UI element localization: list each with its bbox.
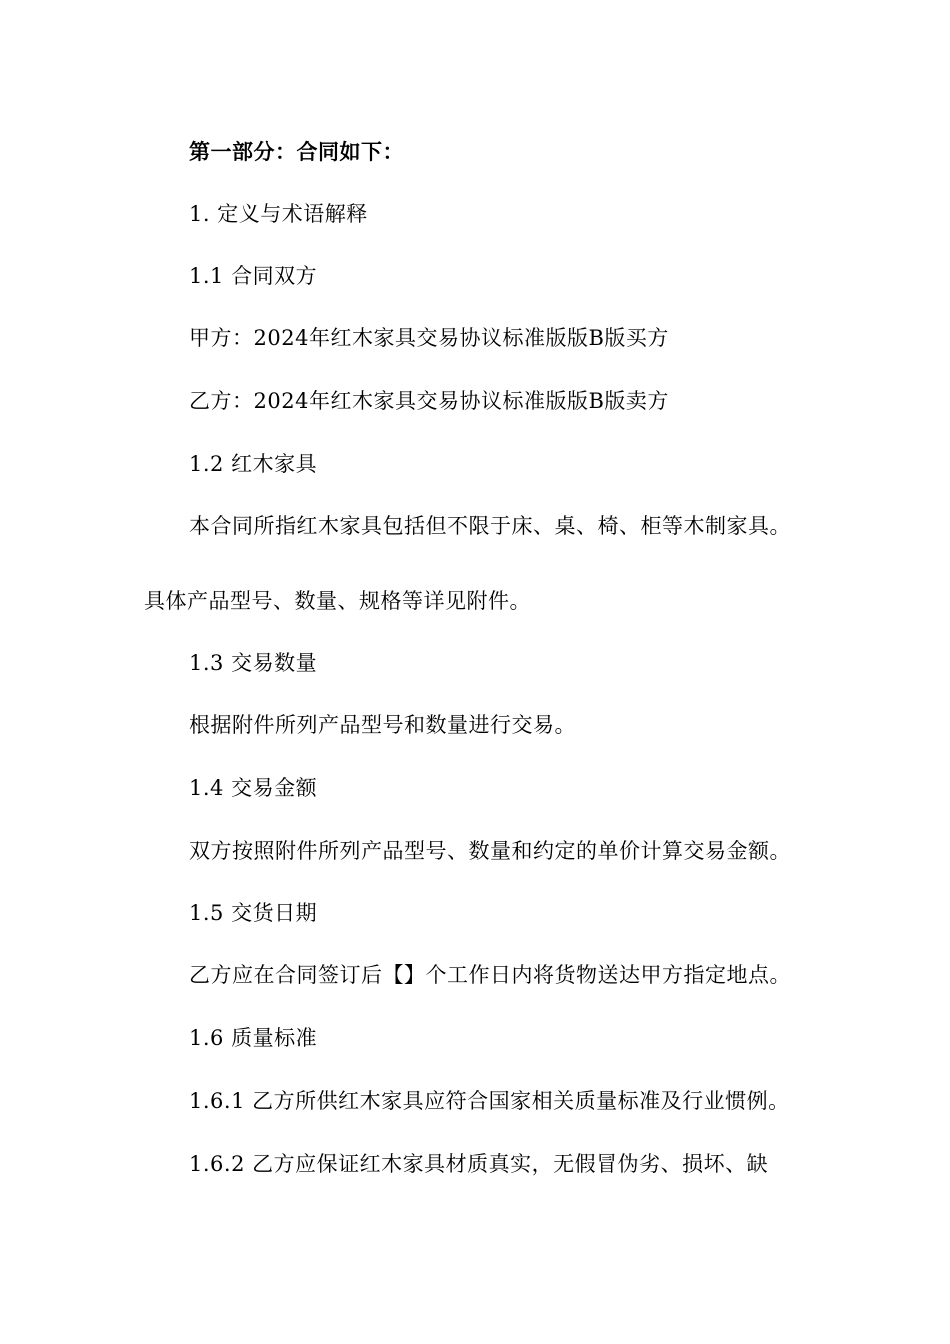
clause-1-1-heading: 1.1 合同双方 bbox=[189, 264, 318, 288]
clause-1-2-heading: 1.2 红木家具 bbox=[189, 452, 318, 476]
clause-1-3-text: 根据附件所列产品型号和数量进行交易。 bbox=[189, 713, 576, 737]
clause-1-4-text: 双方按照附件所列产品型号、数量和约定的单价计算交易金额。 bbox=[189, 839, 791, 863]
party-b-line: 乙方：2024年红木家具交易协议标准版版B版卖方 bbox=[189, 389, 669, 413]
clause-1-3-heading: 1.3 交易数量 bbox=[189, 651, 318, 675]
clause-1-heading: 1. 定义与术语解释 bbox=[189, 202, 368, 226]
clause-1-6-1-text: 1.6.1 乙方所供红木家具应符合国家相关质量标准及行业惯例。 bbox=[189, 1089, 790, 1113]
party-a-line: 甲方：2024年红木家具交易协议标准版版B版买方 bbox=[189, 326, 669, 350]
clause-1-2-text-line-2: 具体产品型号、数量、规格等详见附件。 bbox=[144, 589, 531, 613]
clause-1-2-text-line-1: 本合同所指红木家具包括但不限于床、桌、椅、柜等木制家具。 bbox=[189, 514, 791, 538]
clause-1-4-heading: 1.4 交易金额 bbox=[189, 776, 318, 800]
section-title: 第一部分：合同如下： bbox=[189, 139, 404, 164]
clause-1-6-2-text: 1.6.2 乙方应保证红木家具材质真实，无假冒伪劣、损坏、缺 bbox=[189, 1152, 769, 1176]
clause-1-5-text: 乙方应在合同签订后【】个工作日内将货物送达甲方指定地点。 bbox=[189, 963, 791, 987]
clause-1-6-heading: 1.6 质量标准 bbox=[189, 1026, 318, 1050]
clause-1-5-heading: 1.5 交货日期 bbox=[189, 901, 318, 925]
